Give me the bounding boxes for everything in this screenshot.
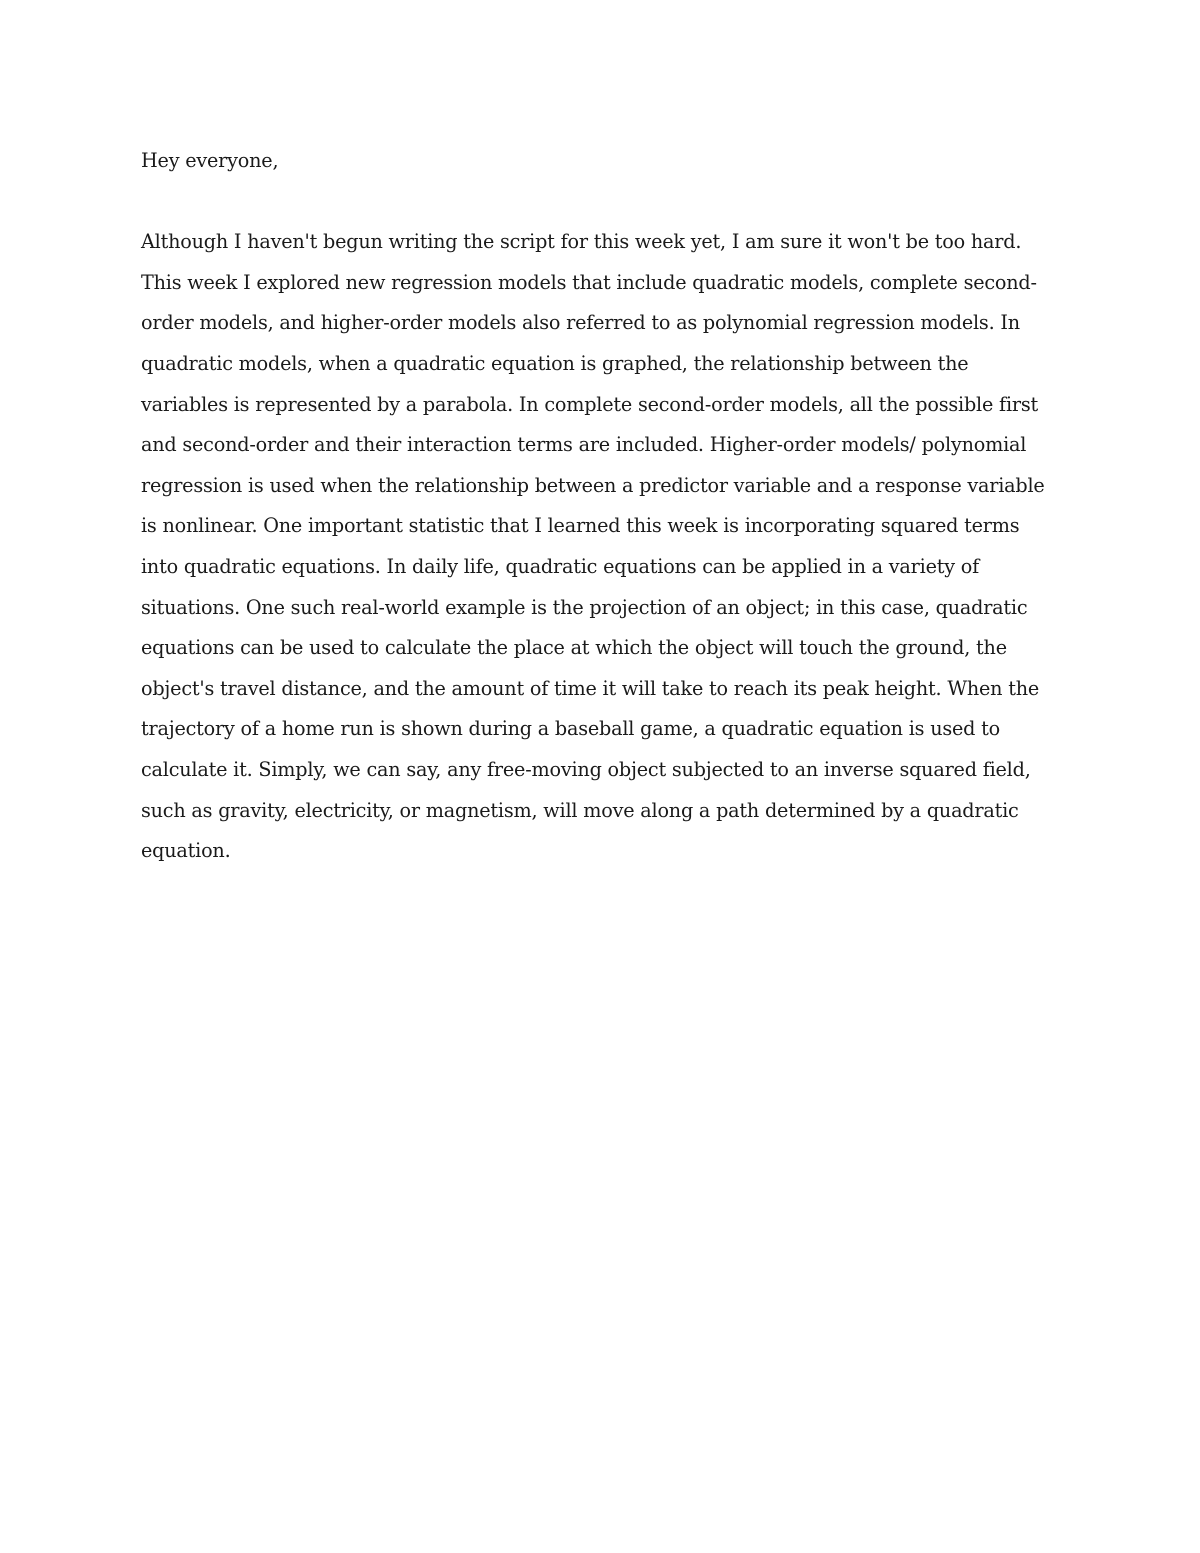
paragraph-line: object's travel distance, and the amount of time it will take to reach its peak height. When the (141, 676, 1040, 700)
paragraph-line: This week I explored new regression models that include quadratic models, complete second- (141, 270, 1037, 294)
paragraph-line: equations can be used to calculate the place at which the object will touch the ground, the (141, 636, 1007, 660)
paragraph-line: trajectory of a home run is shown during a baseball game, a quadratic equation is used to (141, 717, 1000, 741)
paragraph-line: such as gravity, electricity, or magnetism, will move along a path determined by a quadratic (141, 798, 1019, 822)
paragraph-line: into quadratic equations. In daily life, quadratic equations can be applied in a variety of (141, 554, 980, 578)
paragraph-spacer (141, 182, 1061, 223)
body-paragraph (141, 222, 1061, 872)
greeting: Hey everyone, (141, 149, 279, 172)
paragraph-line: order models, and higher-order models also referred to as polynomial regression models. In (141, 311, 1020, 335)
paragraph-line: regression is used when the relationship between a predictor variable and a response variable (141, 473, 1045, 497)
paragraph-line: is nonlinear. One important statistic that I learned this week is incorporating squared terms (141, 514, 1020, 538)
paragraph-line: Although I haven't begun writing the script for this week yet, I am sure it won't be too hard. (141, 230, 1022, 254)
paragraph-line: equation. (141, 839, 231, 863)
paragraph-line: variables is represented by a parabola. In complete second-order models, all the possible first (141, 392, 1039, 416)
paragraph-line: and second-order and their interaction terms are included. Higher-order models/ polynomial (141, 433, 1027, 457)
paragraph-line: situations. One such real-world example is the projection of an object; in this case, quadratic (141, 595, 1028, 619)
paragraph-line: quadratic models, when a quadratic equation is graphed, the relationship between the (141, 351, 969, 375)
document-body (141, 141, 1061, 872)
paragraph-line: calculate it. Simply, we can say, any free-moving object subjected to an inverse squared field, (141, 757, 1031, 781)
